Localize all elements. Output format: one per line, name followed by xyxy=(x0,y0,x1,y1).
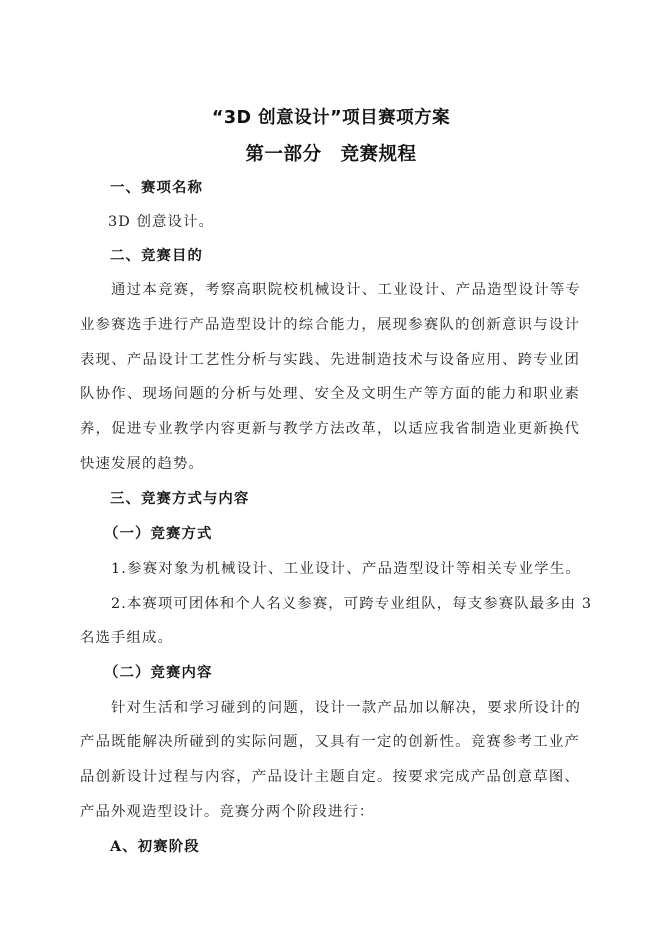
section-heading-method: 三、竞赛方式与内容 xyxy=(110,490,250,507)
document-title: “3D 创意设计”项目赛项方案 xyxy=(211,108,451,128)
method-item-2: 2.本赛项可团体和个人名义参赛，可跨专业组队，每支参赛队最多由 3 xyxy=(111,596,593,612)
section-heading-name: 一、赛项名称 xyxy=(110,179,203,196)
content-line: 针对生活和学习碰到的问题，设计一款产品加以解决，要求所设计的 xyxy=(111,700,581,716)
content-line: 品创新设计过程与内容，产品设计主题自定。按要求完成产品创意草图、 xyxy=(80,769,580,785)
subsection-heading-content: （二）竞赛内容 xyxy=(104,664,213,681)
stage-a-heading: A、初赛阶段 xyxy=(110,838,200,855)
purpose-line: 养，促进专业教学内容更新与教学方法改革，以适应我省制造业更新换代 xyxy=(80,421,580,437)
purpose-line: 通过本竞赛，考察高职院校机械设计、工业设计、产品造型设计等专 xyxy=(111,282,581,298)
section-heading-purpose: 二、竞赛目的 xyxy=(110,247,203,264)
purpose-line: 表现、产品设计工艺性分析与实践、先进制造技术与设备应用、跨专业团 xyxy=(80,352,580,368)
method-item-1: 1.参赛对象为机械设计、工业设计、产品造型设计等相关专业学生。 xyxy=(111,561,581,577)
part-title: 第一部分 竞赛规程 xyxy=(245,144,417,165)
purpose-line: 队协作、现场问题的分析与处理、安全及文明生产等方面的能力和职业素 xyxy=(80,386,580,402)
content-line: 产品外观造型设计。竞赛分两个阶段进行： xyxy=(80,804,375,820)
purpose-line: 快速发展的趋势。 xyxy=(80,456,204,472)
purpose-line: 业参赛选手进行产品造型设计的综合能力，展现参赛队的创新意识与设计 xyxy=(80,317,580,333)
method-item-2-cont: 名选手组成。 xyxy=(80,630,173,646)
content-line: 产品既能解决所碰到的实际问题，又具有一定的创新性。竞赛参考工业产 xyxy=(80,734,580,750)
subsection-heading-method: （一）竞赛方式 xyxy=(104,525,213,542)
event-name-text: 3D 创意设计。 xyxy=(108,214,215,230)
